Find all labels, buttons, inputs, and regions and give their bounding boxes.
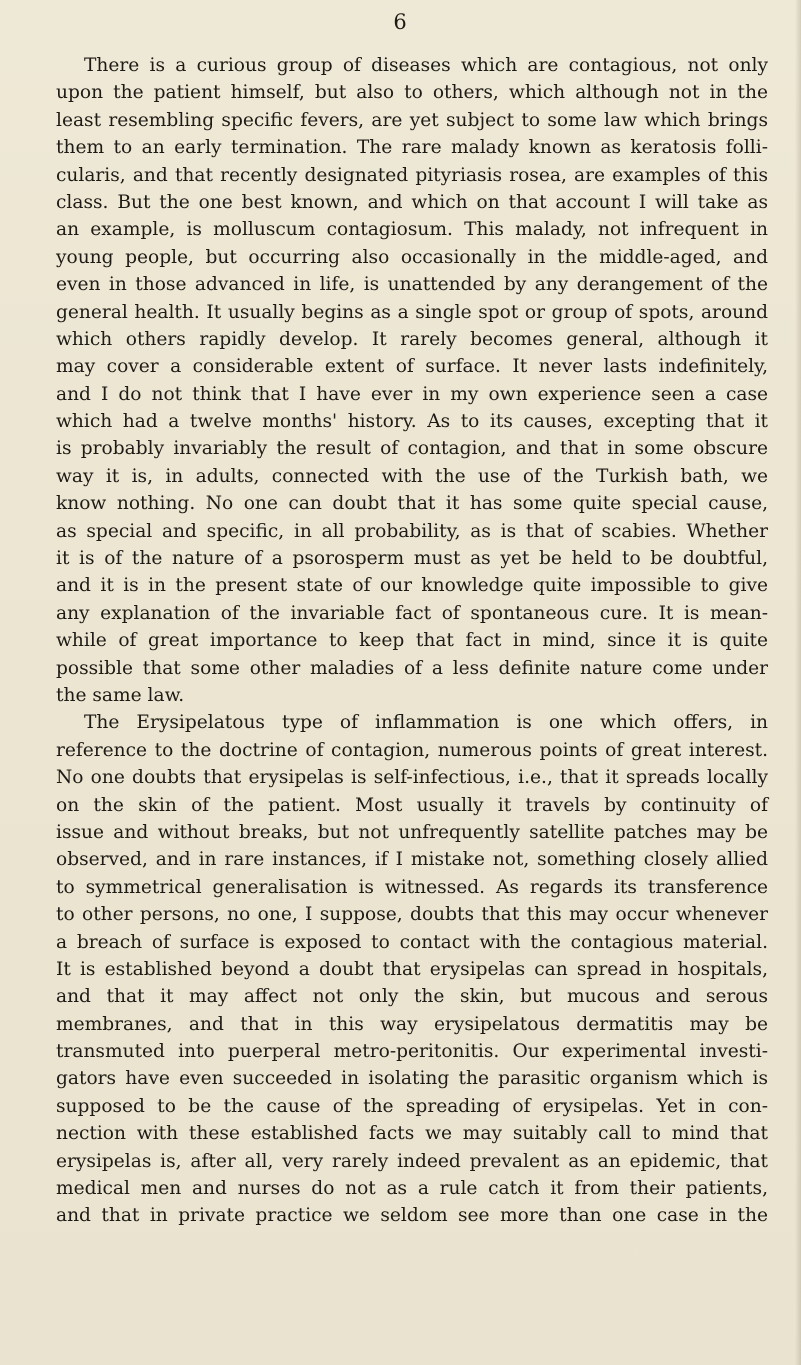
text-line: upon the patient himself, but also to others, which although not in the	[56, 82, 768, 104]
text-line: There is a curious group of diseases which are contagious, not only	[84, 55, 768, 76]
text-line: least resembling specific fevers, are yet subject to some law which brings	[56, 109, 768, 131]
page-edge-shadow	[795, 0, 801, 1365]
text-line: on the skin of the patient. Most usually it travels by continuity of	[56, 794, 768, 816]
text-line: general health. It usually begins as a single spot or group of spots, around	[56, 301, 768, 323]
text-line: observed, and in rare instances, if I mistake not, something closely allied	[56, 849, 768, 871]
text-line: may cover a considerable extent of surface. It never lasts indefinitely,	[56, 356, 768, 378]
text-line: which had a twelve months' history. As to its causes, excepting that it	[56, 411, 768, 433]
text-line: while of great importance to keep that fact in mind, since it is quite	[56, 630, 768, 652]
text-line: gators have even succeeded in isolating the parasitic organism which is	[56, 1068, 768, 1090]
text-line: class. But the one best known, and which on that account I will take as	[56, 191, 768, 213]
text-line: an example, is molluscum contagiosum. This malady, not infrequent in	[56, 219, 768, 241]
text-line: young people, but occurring also occasionally in the middle-aged, and	[56, 246, 768, 268]
text-line: them to an early termination. The rare malady known as keratosis folli-	[56, 137, 768, 159]
text-line: nection with these established facts we may suitably call to mind that	[56, 1123, 768, 1145]
text-line: any explanation of the invariable fact of spontaneous cure. It is mean-	[56, 602, 768, 624]
text-line: and I do not think that I have ever in my own experience seen a case	[56, 383, 768, 405]
text-line: supposed to be the cause of the spreading of erysipelas. Yet in con-	[56, 1095, 768, 1117]
text-line: It is established beyond a doubt that erysipelas can spread in hospitals,	[56, 958, 768, 980]
text-line: erysipelas is, after all, very rarely indeed prevalent as an epidemic, that	[56, 1150, 768, 1172]
text-line: and it is in the present state of our knowledge quite impossible to give	[56, 575, 768, 597]
text-line: transmuted into puerperal metro-peritonitis. Our experimental investi-	[56, 1041, 768, 1063]
text-line: is probably invariably the result of contagion, and that in some obscure	[56, 438, 768, 460]
body-text	[56, 52, 768, 1230]
text-line: to symmetrical generalisation is witnessed. As regards its transference	[56, 876, 768, 898]
text-line: it is of the nature of a psorosperm must as yet be held to be doubtful,	[56, 548, 768, 570]
text-line: medical men and nurses do not as a rule catch it from their patients,	[56, 1178, 768, 1200]
text-line: membranes, and that in this way erysipelatous dermatitis may be	[56, 1013, 768, 1035]
text-line: and that it may affect not only the skin, but mucous and serous	[56, 986, 768, 1008]
page-number: 6	[393, 10, 408, 34]
text-line: No one doubts that erysipelas is self-infectious, i.e., that it spreads locally	[56, 767, 768, 789]
text-line: cularis, and that recently designated pityriasis rosea, are examples of this	[56, 164, 768, 186]
text-line: which others rapidly develop. It rarely becomes general, although it	[56, 328, 768, 350]
text-line: possible that some other maladies of a less definite nature come under	[56, 657, 768, 679]
text-line: a breach of surface is exposed to contact with the contagious material.	[56, 931, 768, 953]
text-line: issue and without breaks, but not unfrequently satellite patches may be	[56, 821, 768, 843]
text-line: and that in private practice we seldom see more than one case in the	[56, 1205, 768, 1227]
text-line: the same law.	[56, 684, 185, 706]
text-line: as special and specific, in all probability, as is that of scabies. Whether	[56, 520, 768, 542]
text-line: even in those advanced in life, is unattended by any derangement of the	[56, 274, 768, 296]
text-line: way it is, in adults, connected with the use of the Turkish bath, we	[56, 465, 768, 487]
text-line: The Erysipelatous type of inflammation is one which offers, in	[84, 712, 768, 734]
text-line: know nothing. No one can doubt that it has some quite special cause,	[56, 493, 768, 515]
text-line: reference to the doctrine of contagion, numerous points of great interest.	[56, 739, 768, 761]
text-line: to other persons, no one, I suppose, doubts that this may occur whenever	[56, 904, 768, 926]
